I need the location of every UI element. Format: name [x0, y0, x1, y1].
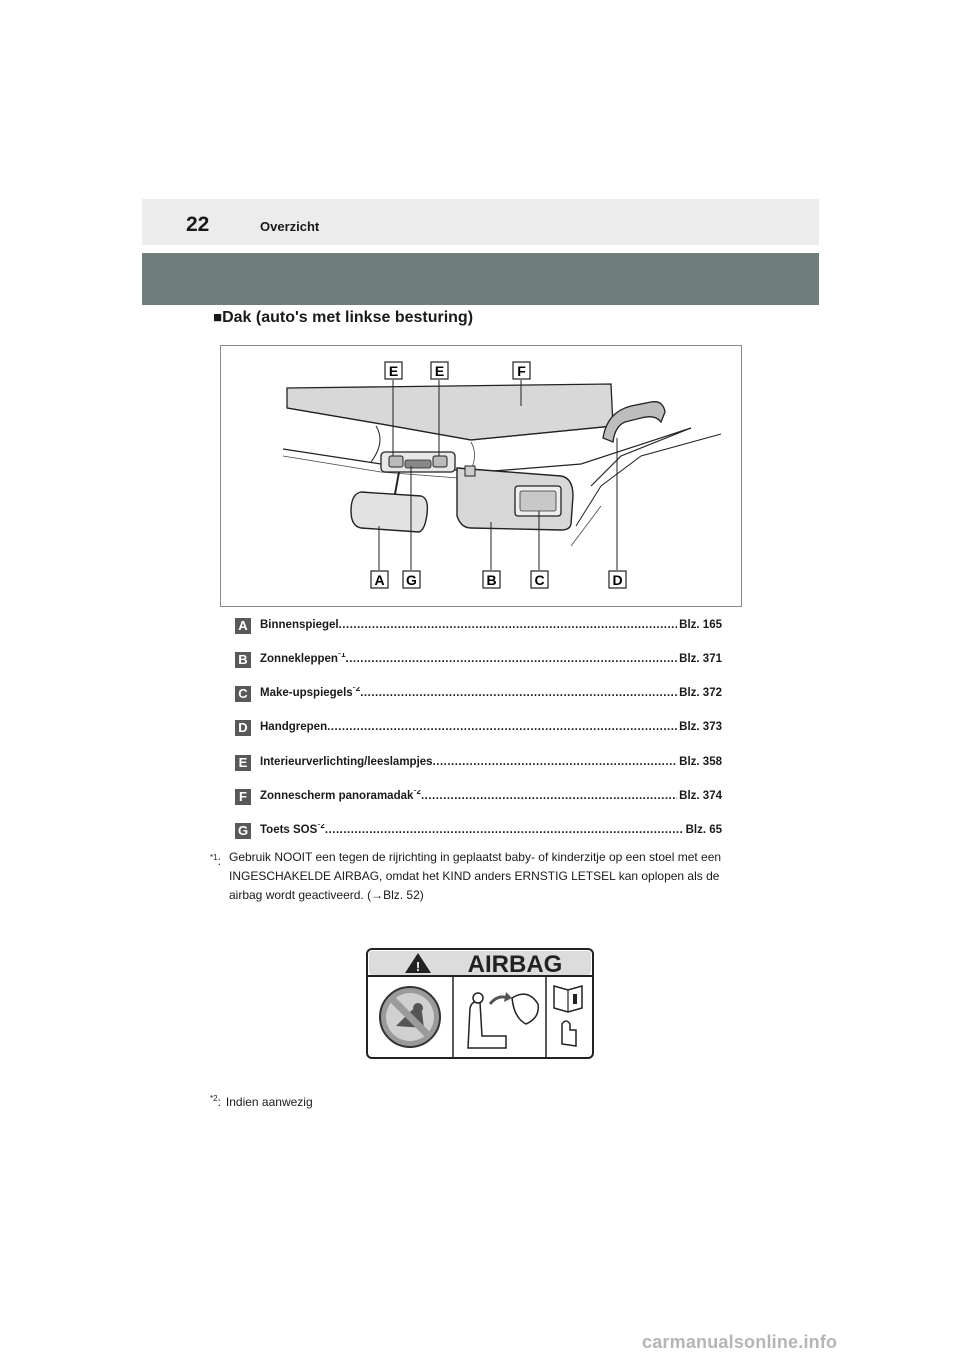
svg-text:B: B [486, 572, 497, 588]
leader-dots [433, 756, 678, 768]
leader-dots [327, 721, 677, 733]
callout-c [531, 571, 548, 588]
legend-letter: E [235, 755, 251, 771]
page-number: 22 [186, 213, 210, 236]
footnote-marker: $^{*1}$: [210, 853, 221, 868]
footnote-1 [210, 848, 750, 905]
legend-letter: C [235, 686, 251, 702]
callout-e1 [385, 362, 402, 379]
legend-item [235, 789, 722, 809]
legend-item [235, 686, 722, 706]
legend-name: Interieurverlichting/leeslampjes [260, 756, 433, 768]
leader-dots [339, 619, 678, 631]
svg-text:D: D [612, 572, 623, 588]
legend-item [235, 618, 722, 638]
legend-page: Blz. 165 [679, 619, 722, 631]
legend-letter: A [235, 618, 251, 634]
legend-name: Zonnescherm panoramadak$^{*2}$ [260, 790, 421, 802]
legend-letter: B [235, 652, 251, 668]
airbag-warning-label [366, 948, 594, 1059]
callout-a [371, 571, 388, 588]
chapter-band [142, 253, 819, 305]
svg-text:E: E [434, 363, 445, 379]
subheading-text: Dak (auto's met linkse besturing) [222, 309, 474, 326]
roof-illustration [220, 345, 742, 607]
legend-page: Blz. 358 [679, 756, 722, 768]
legend-item [235, 720, 722, 740]
footnote-text: Gebruik NOOIT een tegen de rijrichting in geplaatst baby- of kinderzitje op een stoel met een INGESCHAKELDE AIRBAG, omdat het KIND anders ERNSTIG LETSEL kan oplopen als de airbag wordt geactiveerd. (→Blz. 52) [229, 850, 722, 902]
callout-e2 [431, 362, 448, 379]
legend-page: Blz. 371 [679, 653, 722, 665]
svg-text:A: A [374, 572, 385, 588]
footnote-2: $^{*2}$: Indien aanwezig [210, 1094, 313, 1109]
legend-page: Blz. 373 [679, 721, 722, 733]
legend-page: Blz. 372 [679, 687, 722, 699]
svg-text:E: E [388, 363, 399, 379]
leader-dots [360, 687, 677, 699]
callout-g [403, 571, 420, 588]
legend-page: Blz. 374 [679, 790, 722, 802]
legend-name: Toets SOS$^{*2}$ [260, 824, 325, 836]
watermark: carmanualsonline.info [642, 1332, 838, 1352]
square-bullet-icon: ■ [213, 309, 223, 326]
legend-page: Blz. 65 [685, 824, 722, 836]
callout-b [483, 571, 500, 588]
legend-name: Make-upspiegels$^{*2}$ [260, 687, 361, 699]
footnote-text: Indien aanwezig [225, 1095, 313, 1109]
airbag-text: AIRBAG [467, 951, 563, 978]
legend-letter: D [235, 720, 251, 736]
leader-dots [325, 824, 684, 836]
legend-item [235, 823, 722, 843]
footnote-marker: *2 [210, 1094, 218, 1103]
legend-name: Handgrepen [260, 721, 328, 733]
svg-text:G: G [406, 572, 417, 588]
legend-name: Binnenspiegel [260, 619, 339, 631]
callout-d [609, 571, 626, 588]
legend-name: Zonnekleppen$^{*1}$ [260, 653, 346, 665]
svg-text:C: C [534, 572, 545, 588]
svg-text:!: ! [415, 959, 421, 974]
legend-item [235, 755, 722, 775]
legend-letter: G [235, 823, 251, 839]
leader-dots [346, 653, 678, 665]
leader-dots [421, 790, 677, 802]
header-bar [142, 199, 819, 245]
section-title: Overzicht [260, 219, 320, 234]
svg-text:F: F [517, 363, 526, 379]
subheading [213, 309, 473, 327]
callout-f [513, 362, 530, 379]
legend-letter: F [235, 789, 251, 805]
no-child-seat-icon [380, 987, 440, 1047]
legend-item [235, 652, 722, 672]
